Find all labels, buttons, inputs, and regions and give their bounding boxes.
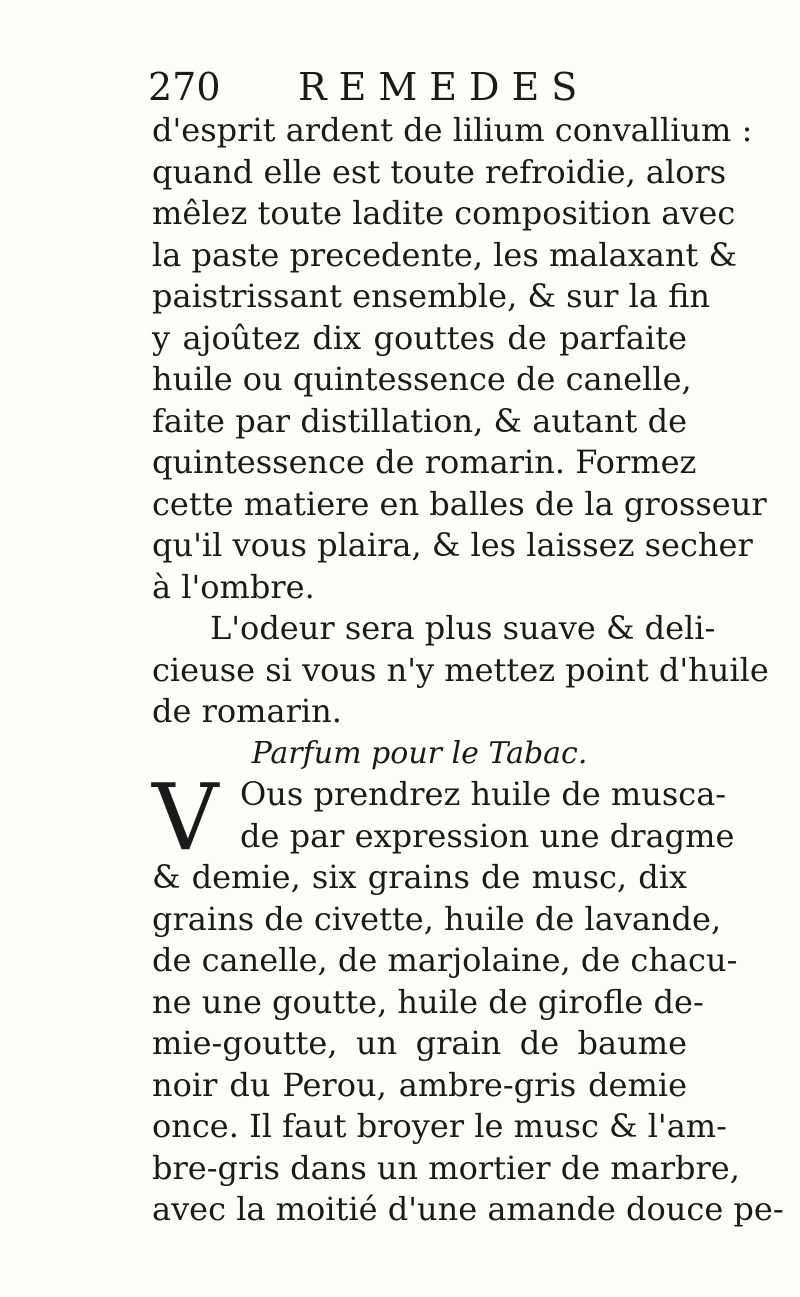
text-line: grains de civette, huile de lavande, bbox=[152, 899, 722, 938]
text-line: quintessence de romarin. Formez bbox=[152, 443, 697, 481]
text-line: y ajoûtez dix gouttes de parfaite bbox=[152, 318, 687, 357]
drop-cap: V bbox=[152, 764, 219, 871]
text-line: d'esprit ardent de lilium convallium : bbox=[152, 111, 753, 149]
paragraph-recipe bbox=[152, 764, 784, 1231]
text-line: ne une goutte, huile de girofle de- bbox=[152, 982, 704, 1021]
text-line: mie-goutte, un grain de baume bbox=[152, 1024, 687, 1062]
text-line: quand elle est toute refroidie, alors bbox=[152, 152, 727, 191]
text-line: L'odeur sera plus suave & deli- bbox=[210, 609, 716, 647]
body-text bbox=[152, 110, 784, 1231]
text-line: mêlez toute ladite composition avec bbox=[152, 194, 736, 232]
text-line: de romarin. bbox=[152, 692, 342, 730]
text-line: Ous prendrez huile de musca- bbox=[240, 775, 727, 813]
text-line: qu'il vous plaira, & les laissez secher bbox=[152, 526, 753, 564]
text-line: noir du Perou, ambre-gris demie bbox=[152, 1065, 687, 1104]
text-line: cieuse si vous n'y mettez point d'huile bbox=[152, 650, 769, 689]
section-title: Parfum pour le Tabac. bbox=[251, 735, 588, 771]
text-line: paistrissant ensemble, & sur la fin bbox=[152, 277, 711, 315]
page-header bbox=[148, 62, 668, 112]
text-line: once. Il faut broyer le musc & l'am- bbox=[152, 1107, 727, 1145]
running-head: REMEDES bbox=[298, 65, 590, 109]
text-line: la paste precedente, les malaxant & bbox=[152, 235, 737, 274]
text-line: faite par distillation, & autant de bbox=[152, 401, 687, 440]
paragraph-note bbox=[152, 608, 769, 733]
text-line: avec la moitié d'une amande douce pe- bbox=[152, 1190, 784, 1228]
text-line: cette matiere en balles de la grosseur bbox=[152, 484, 767, 523]
text-line: de par expression une dragme bbox=[240, 816, 735, 855]
text-line: & demie, six grains de musc, dix bbox=[152, 858, 687, 896]
text-line: bre-gris dans un mortier de marbre, bbox=[152, 1148, 740, 1187]
page-number: 270 bbox=[148, 65, 221, 109]
text-line: à l'ombre. bbox=[152, 567, 315, 606]
text-line: de canelle, de marjolaine, de chacu- bbox=[152, 941, 738, 979]
paragraph-continuation bbox=[152, 110, 767, 608]
text-line: huile ou quintessence de canelle, bbox=[152, 360, 692, 398]
